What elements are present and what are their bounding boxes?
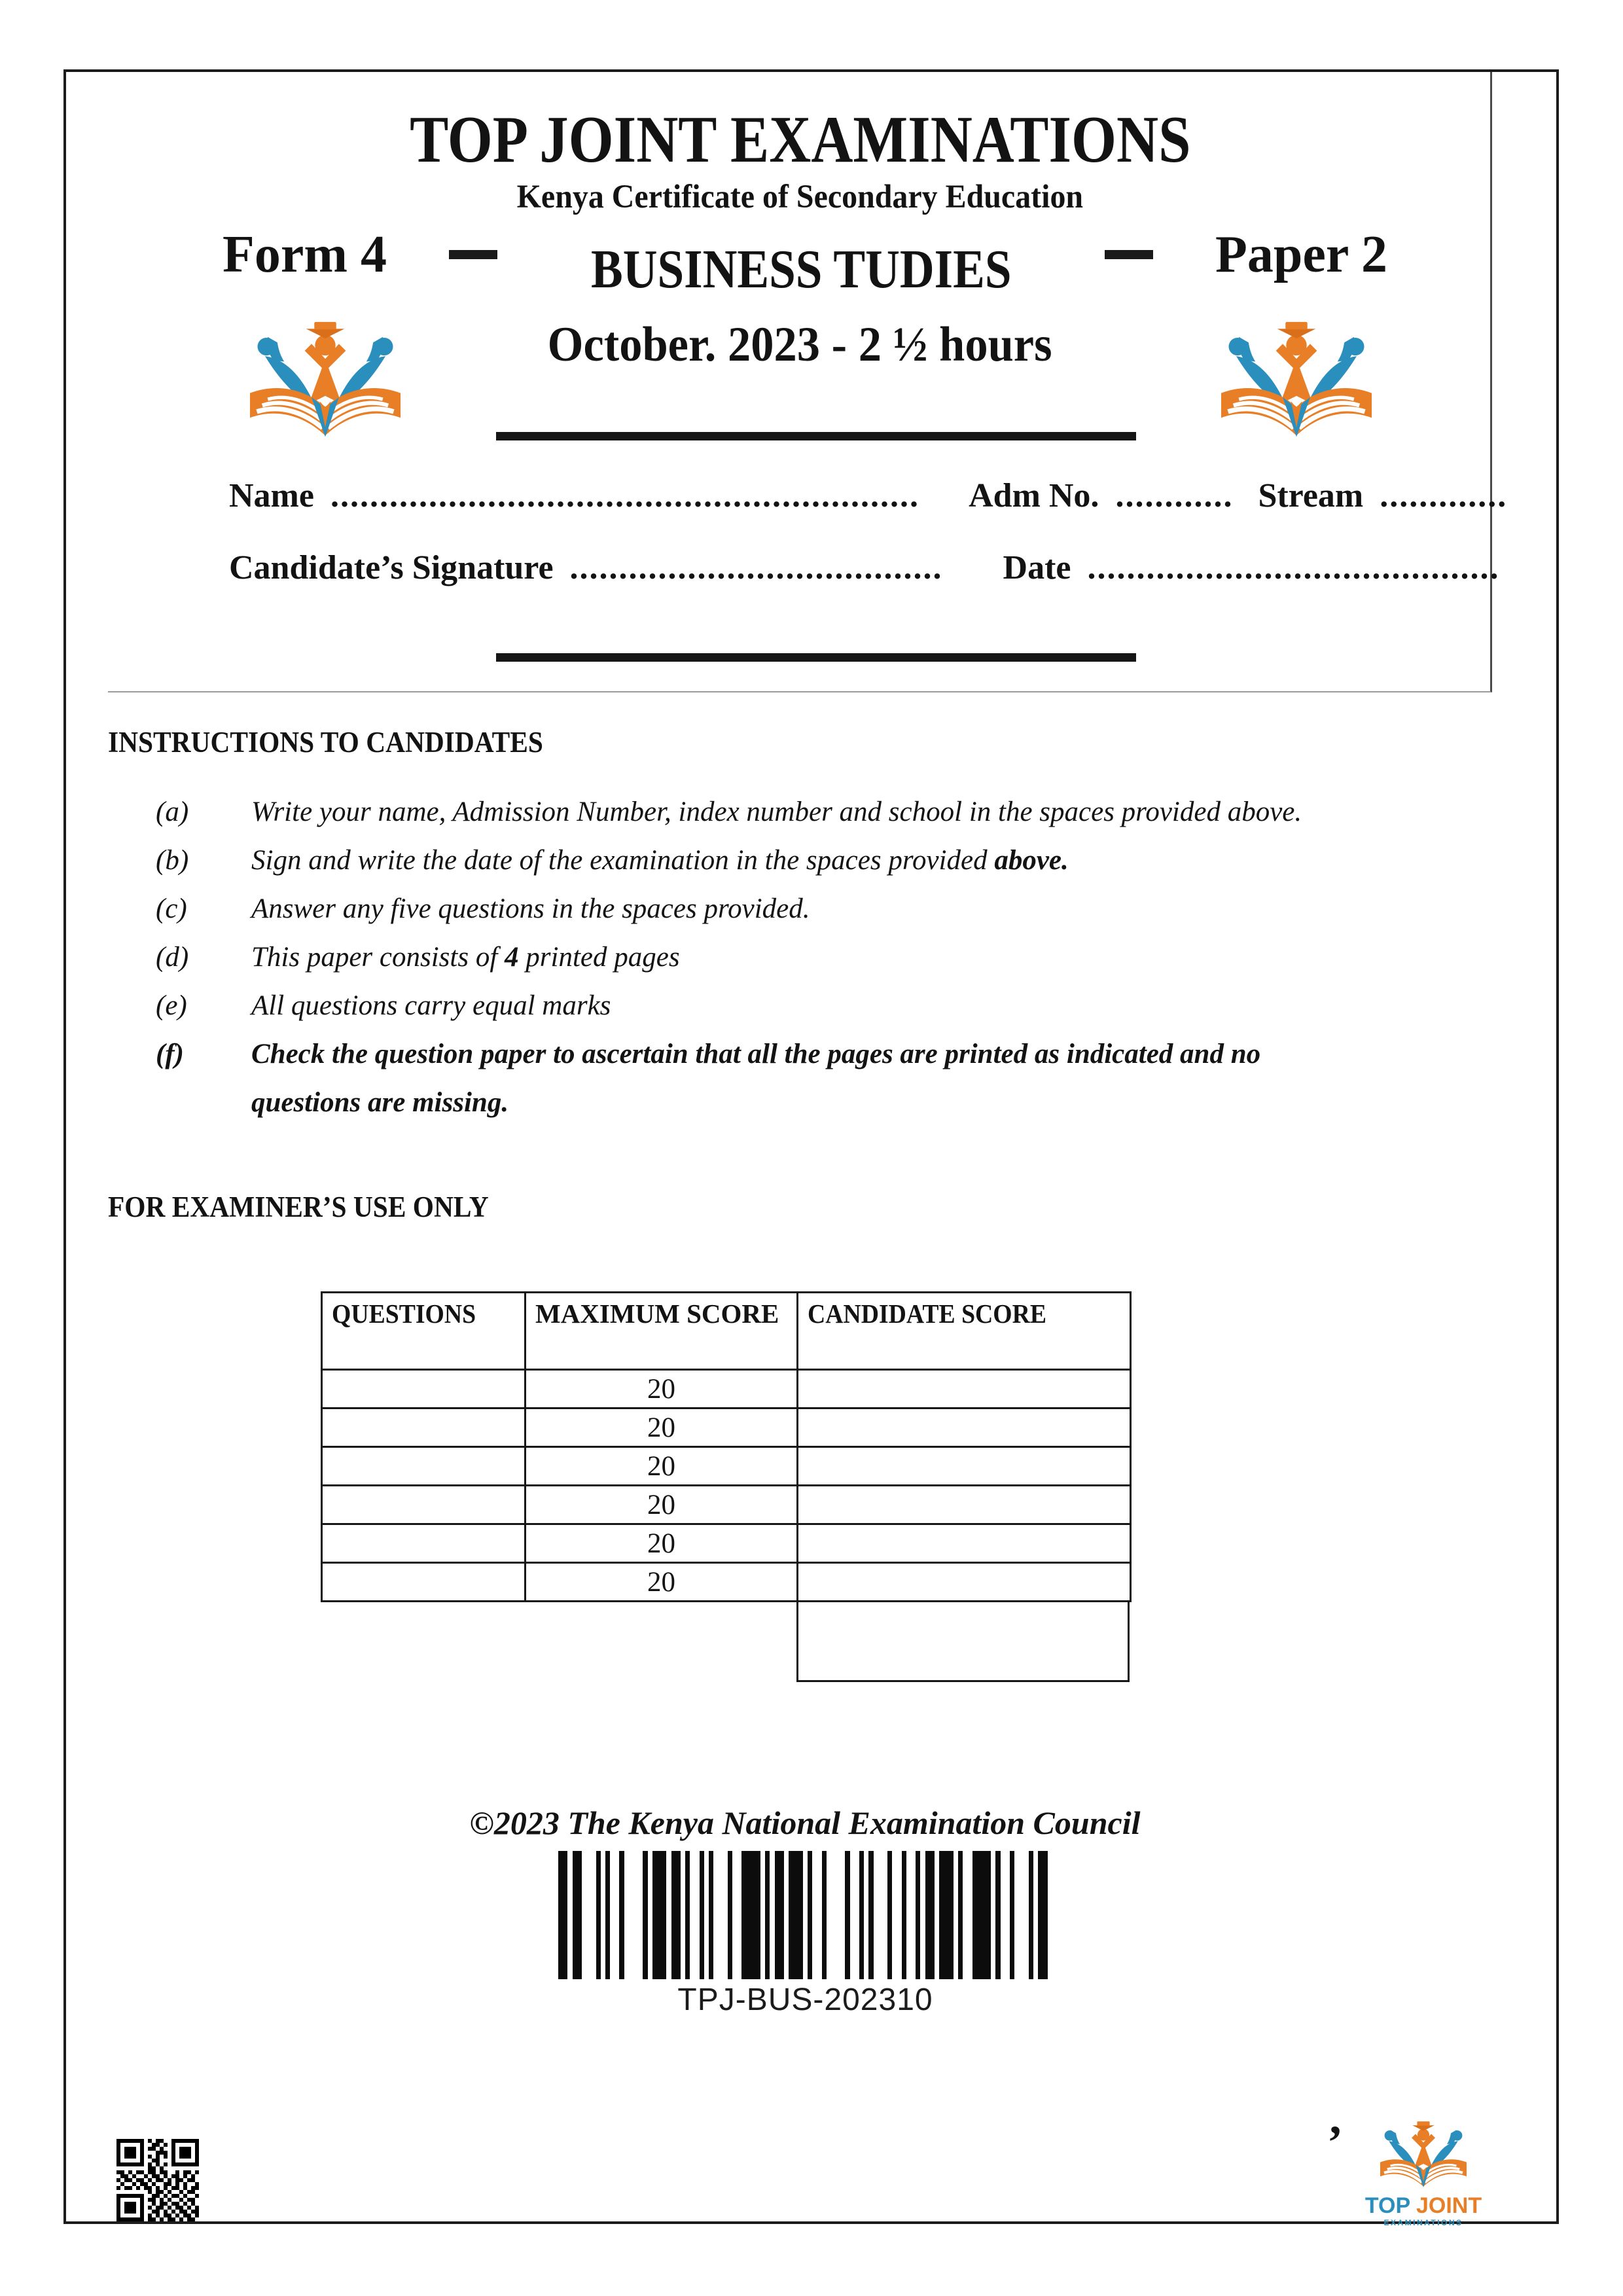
form-level: Form 4 [223, 225, 387, 283]
dash-icon [1105, 250, 1153, 259]
dash-icon [449, 250, 497, 259]
instructions-list [156, 788, 1471, 1127]
logo-wordmark: TOP JOINT [1364, 2193, 1482, 2218]
question-cell [322, 1563, 526, 1602]
candidate-name-row [229, 476, 1507, 515]
subject-title: BUSINESS TUDIES [590, 238, 1012, 300]
max-score-cell: 20 [526, 1524, 798, 1563]
barcode [558, 1851, 1052, 2018]
exam-date-duration: October. 2023 - 2 ½ hours [548, 317, 1052, 372]
candidate-score-cell [798, 1486, 1131, 1524]
col-header-questions: QUESTIONS [322, 1293, 526, 1370]
question-cell [322, 1408, 526, 1447]
form-subject-paper-row [223, 215, 1387, 300]
instruction-item-b: (b) Sign and write the date of the examination in the spaces provided above. [156, 845, 1069, 876]
question-cell [322, 1524, 526, 1563]
signature-label: Candidate’s Signature [229, 549, 554, 586]
candidate-score-cell [798, 1370, 1131, 1408]
page-title [108, 103, 1492, 177]
instruction-item-e: (e) All questions carry equal marks [156, 990, 611, 1021]
page-title-text: TOP JOINT EXAMINATIONS [409, 103, 1191, 177]
subtitle: Kenya Certificate of Secondary Education [516, 179, 1084, 215]
stream-label: Stream [1258, 477, 1364, 514]
max-score-cell: 20 [526, 1408, 798, 1447]
examiner-use-heading: FOR EXAMINER’S USE ONLY [108, 1191, 489, 1223]
question-cell [322, 1370, 526, 1408]
instructions-heading: INSTRUCTIONS TO CANDIDATES [108, 726, 543, 759]
signature-fill-line: ...................................... [569, 549, 943, 586]
candidate-score-cell [798, 1408, 1131, 1447]
table-header-row [322, 1293, 1131, 1370]
name-label: Name [229, 477, 314, 514]
instruction-item-c: (c) Answer any five questions in the spaces provided. [156, 893, 810, 924]
examiner-score-table [321, 1291, 1132, 1602]
max-score-cell: 20 [526, 1447, 798, 1486]
candidate-score-cell [798, 1563, 1131, 1602]
max-score-cell: 20 [526, 1563, 798, 1602]
instruction-item-d: (d) This paper consists of 4 printed pages [156, 942, 680, 973]
adm-no-label: Adm No. [969, 477, 1099, 514]
adm-no-fill-line: ............ [1115, 477, 1234, 514]
copyright-line: ©2023 The Kenya National Examination Council [469, 1804, 1141, 1841]
total-score-cell [796, 1601, 1130, 1682]
max-score-cell: 20 [526, 1370, 798, 1408]
question-cell [322, 1447, 526, 1486]
table-row [322, 1524, 1131, 1563]
name-fill-line: ............................................................ [330, 477, 919, 514]
top-joint-logo-footer [1363, 2105, 1484, 2227]
instruction-item-f: (f) Check the question paper to ascertain that all the pages are printed as indicated and no questions are missing. [156, 1039, 1261, 1118]
question-cell [322, 1486, 526, 1524]
table-row [322, 1486, 1131, 1524]
barcode-label: TPJ-BUS-202310 [677, 1982, 933, 2017]
candidate-score-cell [798, 1524, 1131, 1563]
instruction-item-a: (a) Write your name, Admission Number, index number and school in the spaces provided above. [156, 797, 1302, 827]
col-header-candidate-score: CANDIDATE SCORE [798, 1293, 1131, 1370]
col-header-maximum-score: MAXIMUM SCORE [526, 1293, 798, 1370]
paper-number: Paper 2 [1215, 225, 1387, 283]
table-row [322, 1447, 1131, 1486]
signature-date-row [229, 548, 1499, 587]
date-fill-line: .......................................... [1087, 549, 1500, 586]
qr-code [116, 2139, 199, 2221]
table-row [322, 1563, 1131, 1602]
max-score-cell: 20 [526, 1486, 798, 1524]
date-label: Date [1003, 549, 1071, 586]
divider-rule-top [496, 432, 1136, 440]
barcode-bars [558, 1851, 1052, 1979]
logo-sub-text: EXAMINATIONS [1383, 2218, 1463, 2227]
candidate-score-cell [798, 1447, 1131, 1486]
divider-rule-bottom [496, 653, 1136, 662]
table-row [322, 1370, 1131, 1408]
table-row [322, 1408, 1131, 1447]
stray-mark: ’ [1327, 2116, 1343, 2168]
stream-fill-line: ............. [1380, 477, 1508, 514]
